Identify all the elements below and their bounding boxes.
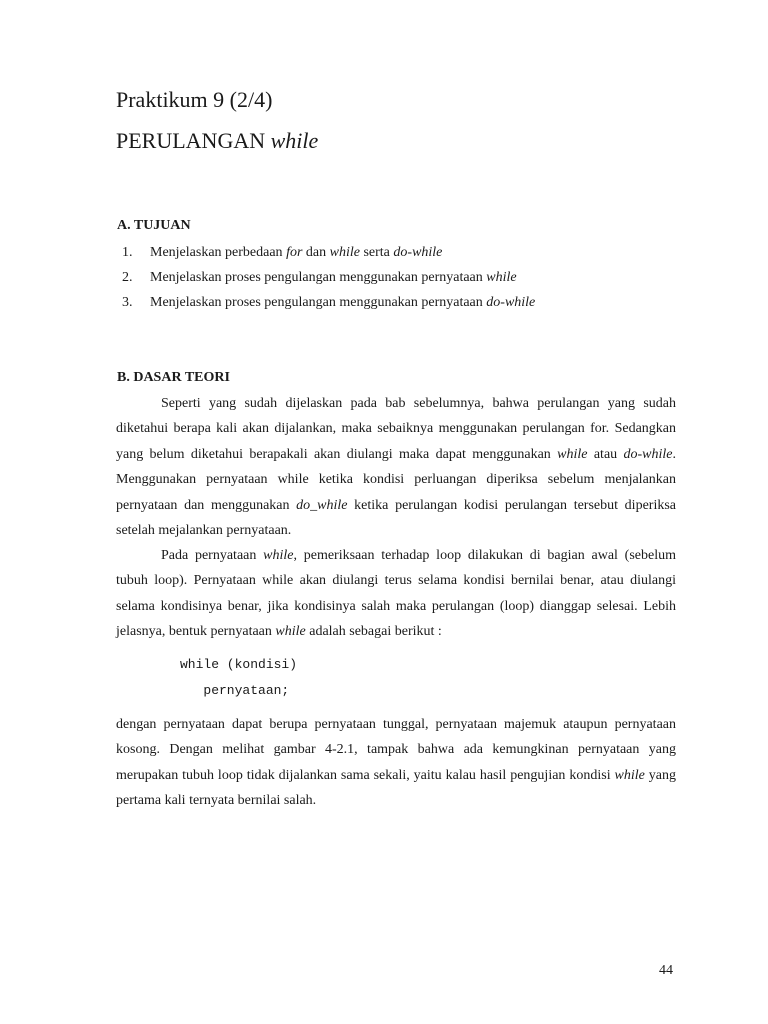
objective-item (122, 265, 682, 290)
objectives-list (122, 240, 682, 315)
theory-paragraph-3 (116, 712, 676, 814)
paragraph-text: dengan pernyataan dapat berupa pernyataan tunggal, pernyataan majemuk ataupun pernyataan kosong. Dengan melihat gambar 4-2.1, tampak bahwa ada kemungkinan pernyataan yang merupakan tubuh loop tidak dijalankan sama sekali, yaitu kalau hasil pengujian kondisi (116, 717, 676, 783)
paragraph-keyword: do-while (623, 446, 673, 462)
objective-number: 2. (122, 270, 133, 285)
objective-number: 3. (122, 295, 133, 310)
objective-text: Menjelaskan perbedaan (150, 245, 287, 260)
theory-paragraph-1 (116, 391, 676, 543)
objective-keyword: for (286, 245, 303, 260)
objective-number: 1. (122, 245, 133, 260)
paragraph-keyword: do_while (296, 497, 348, 513)
theory-paragraph-2 (116, 543, 676, 645)
page-number: 44 (659, 963, 673, 978)
section-b-heading: B. DASAR TEORI (117, 370, 230, 385)
code-line-2: pernyataan; (180, 683, 290, 698)
paragraph-text: yang pertama kali ternyata bernilai salah. (116, 767, 676, 809)
objective-item (122, 240, 682, 265)
paragraph-keyword: while (275, 624, 306, 640)
objective-keyword: while (329, 245, 360, 260)
practicum-label: Praktikum 9 (2/4) (116, 87, 273, 112)
section-a-heading: A. TUJUAN (117, 218, 191, 233)
objective-text: dan (302, 245, 330, 260)
paragraph-keyword: while (614, 767, 645, 783)
paragraph-text: ketika perulangan kodisi perulangan tersebut diperiksa setelah mejalankan pernyataan. (116, 497, 676, 539)
objective-item (122, 290, 682, 315)
objective-keyword: while (486, 270, 517, 285)
objective-text: Menjelaskan proses pengulangan menggunakan pernyataan (150, 295, 487, 310)
paragraph-text: Seperti yang sudah dijelaskan pada bab sebelumnya, bahwa perulangan yang sudah diketahui berapa kali akan dijalankan, maka sebaiknya menggunakan perulangan for. Sedangkan yang belum diketahui berapakali akan diulangi maka dapat menggunakan (116, 396, 676, 462)
objective-text: Menjelaskan proses pengulangan menggunakan pernyataan (150, 270, 487, 285)
paragraph-keyword: while (557, 446, 588, 462)
page-title (116, 126, 318, 156)
paragraph-keyword: while (263, 548, 294, 563)
page-title-main: PERULANGAN (116, 128, 271, 153)
objective-keyword: do-while (393, 245, 443, 260)
paragraph-text: . Menggunakan pernyataan while ketika kondisi perluangan diperiksa sebelum menjalankan pernyataan dan menggunakan (116, 446, 676, 513)
paragraph-text: , pemeriksaan terhadap loop dilakukan di bagian awal (sebelum tubuh loop). Pernyataan while akan diulangi terus selama kondisi bernilai benar, atau diulangi selama kondisinya benar, jika kondisinya salah maka perulangan (loop) dianggap selesai. Lebih jelasnya, bentuk pernyataan (116, 548, 676, 640)
paragraph-text: adalah sebagai berikut : (305, 624, 442, 640)
code-line-1: while (kondisi) (180, 657, 298, 672)
code-block (180, 652, 297, 704)
objective-text: serta (359, 245, 394, 260)
paragraph-text: atau (587, 446, 624, 462)
page-title-italic: while (270, 128, 319, 153)
paragraph-text: Pada pernyataan (161, 548, 264, 563)
objective-keyword: do-while (486, 295, 536, 310)
